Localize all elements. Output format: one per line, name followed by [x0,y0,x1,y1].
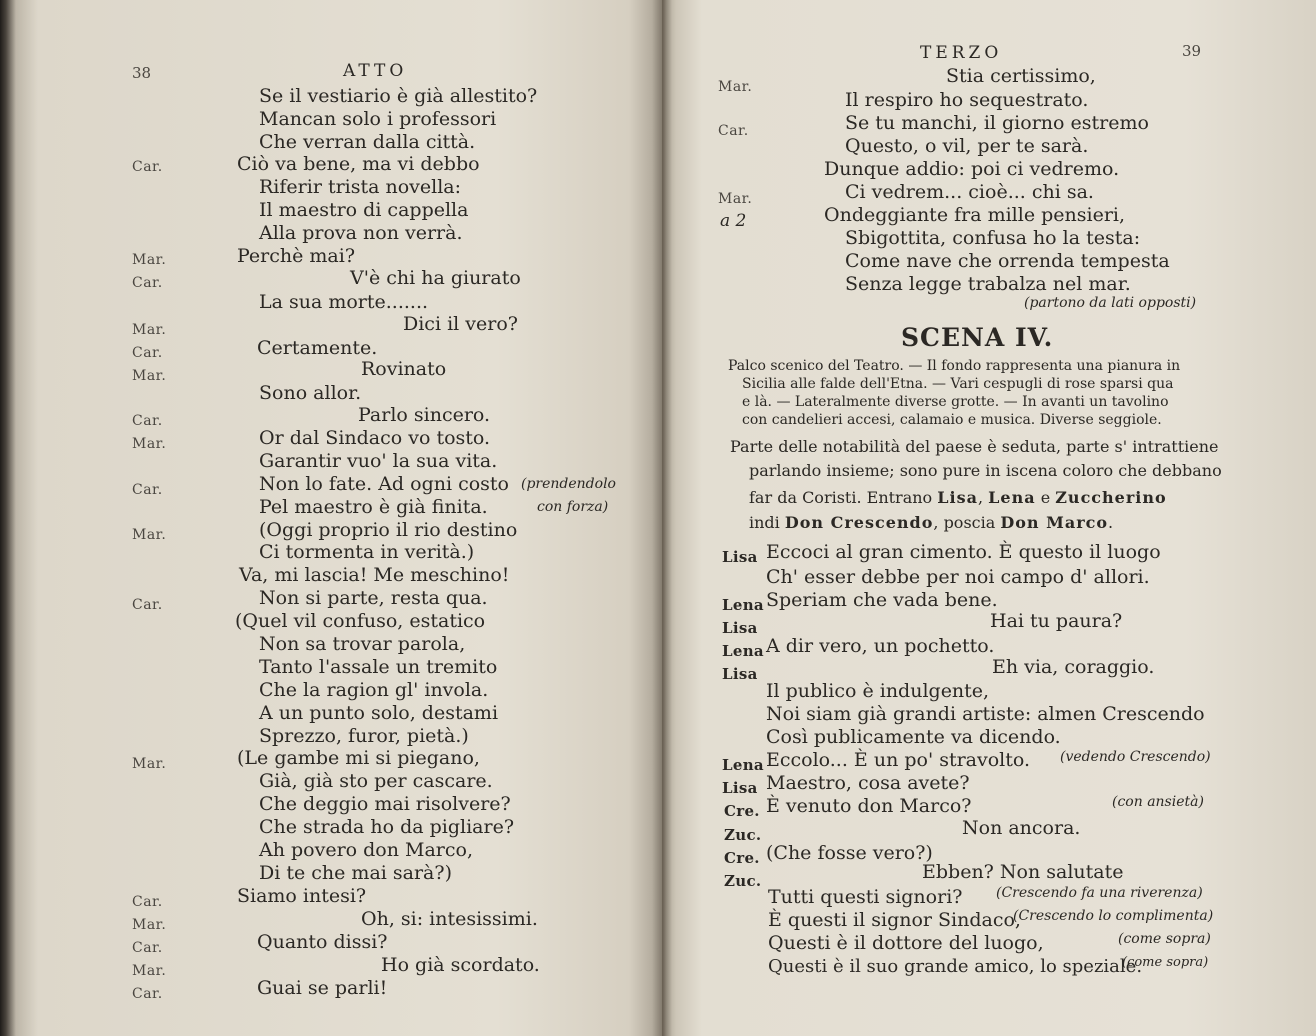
verse-line: Siamo intesi? [237,885,367,907]
scene-description-line: Sicilia alle falde dell'Etna. — Vari cespugli di rose sparsi qua [742,376,1174,392]
speaker-label: Car. [132,345,163,361]
verse-line: Se il vestiario è già allestito? [259,85,538,107]
speaker-label: Lena [722,596,764,614]
verse-line: Tanto l'assale un tremito [259,656,498,678]
verse-line: Di te che mai sarà?) [259,862,452,884]
verse-line: Parlo sincero. [358,404,491,426]
scene-title: SCENA IV. [901,323,1054,352]
character-name-lisa: Lisa [937,488,978,507]
speaker-label: Mar. [132,917,167,933]
speaker-label: Car. [132,413,163,429]
verse-line: Che verran dalla città. [259,131,476,153]
verse-line: Ah povero don Marco, [259,839,474,861]
verse-line: Va, mi lascia! Me meschino! [239,564,510,586]
left-running-header: ATTO [343,61,408,81]
stage-direction: (vedendo Crescendo) [1060,749,1211,765]
verse-line: A un punto solo, destami [259,702,499,724]
verse-line: Dunque addio: poi ci vedremo. [824,158,1120,180]
verse-line: Maestro, cosa avete? [766,772,970,794]
verse-line: V'è chi ha giurato [350,267,521,289]
right-page [662,0,1316,1036]
verse-line: La sua morte....... [259,291,429,313]
verse-line: Perchè mai? [237,245,356,267]
verse-line: È questi il signor Sindaco, [768,909,1021,931]
verse-line: Guai se parli! [257,977,388,999]
speaker-label: Cre. [724,802,760,820]
conjunction: e [1040,488,1051,507]
scene-description-line: Palco scenico del Teatro. — Il fondo rappresenta una pianura in [728,358,1181,374]
verse-line: Senza legge trabalza nel mar. [845,273,1131,295]
speaker-label: a 2 [720,211,747,231]
stage-text: , poscia [933,513,996,532]
verse-line: Quanto dissi? [257,931,388,953]
verse-line: Il publico è indulgente, [766,680,990,702]
verse-line: Certamente. [257,337,378,359]
character-name-don-crescendo: Don Crescendo [784,513,934,532]
speaker-label: Mar. [132,963,167,979]
speaker-label: Car. [132,275,163,291]
verse-line: Ciò va bene, ma vi debbo [237,153,480,175]
verse-line: Noi siam già grandi artiste: almen Crescendo [766,703,1205,725]
verse-line: Che la ragion gl' invola. [259,679,489,701]
speaker-label: Mar. [132,322,167,338]
verse-line: Il maestro di cappella [259,199,469,221]
verse-line: Eh via, coraggio. [992,656,1155,678]
stage-text: far da Coristi. Entrano [749,488,933,507]
stage-paragraph-line [749,510,1113,536]
speaker-label: Mar. [132,368,167,384]
character-name-don-marco: Don Marco [1000,513,1109,532]
speaker-label: Lisa [722,779,758,797]
verse-line: (Che fosse vero?) [766,842,933,864]
verse-line: Ch' esser debbe per noi campo d' allori. [766,566,1150,588]
verse-line: Già, già sto per cascare. [259,770,493,792]
verse-line: Alla prova non verrà. [259,222,463,244]
speaker-label: Car. [132,940,163,956]
verse-line: Stia certissimo, [946,65,1096,87]
speaker-label: Mar. [132,756,167,772]
speaker-label: Car. [132,894,163,910]
stage-direction: (come sopra) [1118,931,1211,947]
verse-line: Hai tu paura? [990,610,1123,632]
stage-text: indi [749,513,780,532]
verse-line: (Oggi proprio il rio destino [259,519,518,541]
speaker-label: Car. [132,597,163,613]
comma: , [977,488,984,507]
speaker-label: Cre. [724,849,760,867]
verse-line: Rovinato [361,358,447,380]
stage-direction: (prendendolo [521,476,616,492]
speaker-label: Car. [132,986,163,1002]
verse-line: Or dal Sindaco vo tosto. [259,427,491,449]
verse-line: Se tu manchi, il giorno estremo [845,112,1149,134]
stage-direction: (Crescendo lo complimenta) [1013,908,1214,924]
speaker-label: Lena [722,642,764,660]
book-gutter [652,0,676,1036]
speaker-label: Mar. [132,527,167,543]
speaker-label: Zuc. [724,872,762,890]
verse-line: Sono allor. [259,382,362,404]
verse-line: Non si parte, resta qua. [259,587,488,609]
verse-line: Non ancora. [962,817,1081,839]
verse-line: Riferir trista novella: [259,176,462,198]
verse-line: Dici il vero? [403,313,518,335]
verse-line: Mancan solo i professori [259,108,497,130]
verse-line: Che strada ho da pigliare? [259,816,515,838]
verse-line: Che deggio mai risolvere? [259,793,511,815]
verse-line: Speriam che vada bene. [766,589,998,611]
speaker-label: Lena [722,756,764,774]
speaker-label: Mar. [718,79,753,95]
verse-line: Ondeggiante fra mille pensieri, [824,204,1126,226]
stage-direction: (come sopra) [1122,955,1209,970]
verse-line: Ci tormenta in verità.) [259,541,475,563]
stage-paragraph-line: parlando insieme; sono pure in iscena coloro che debbano [749,461,1222,480]
verse-line: Non sa trovar parola, [259,633,466,655]
verse-line: A dir vero, un pochetto. [766,635,995,657]
left-page-number: 38 [132,64,152,82]
scene-description-line: e là. — Lateralmente diverse grotte. — In avanti un tavolino [742,394,1169,410]
verse-line: Non lo fate. Ad ogni costo [259,473,509,495]
character-name-lena: Lena [988,488,1036,507]
right-running-header: TERZO [920,43,1003,63]
verse-line: Sprezzo, furor, pietà.) [259,725,469,747]
speaker-label: Car. [718,123,749,139]
verse-line: Sbigottita, confusa ho la testa: [845,227,1141,249]
scene-description-line: con candelieri accesi, calamaio e musica. Diverse seggiole. [742,412,1162,428]
speaker-label: Lisa [722,619,758,637]
speaker-label: Lisa [722,665,758,683]
right-page-number: 39 [1182,42,1202,60]
verse-line: Il respiro ho sequestrato. [845,89,1089,111]
stage-paragraph-line: Parte delle notabilità del paese è seduta, parte s' intrattiene [730,437,1219,456]
verse-line: Ho già scordato. [381,954,540,976]
verse-line: (Le gambe mi si piegano, [237,747,480,769]
verse-line: Ebben? Non salutate [922,861,1124,883]
speaker-label: Car. [132,482,163,498]
speaker-label: Lisa [722,548,758,566]
verse-line: Così publicamente va dicendo. [766,726,1061,748]
stage-direction: (con ansietà) [1112,794,1204,810]
verse-line: Eccoci al gran cimento. È questo il luogo [766,541,1161,563]
speaker-label: Mar. [718,191,753,207]
speaker-label: Mar. [132,252,167,268]
verse-line: È venuto don Marco? [766,795,972,817]
period: . [1108,513,1114,532]
stage-direction: (Crescendo fa una riverenza) [996,885,1203,901]
verse-line: Ci vedrem... cioè... chi sa. [845,181,1094,203]
stage-paragraph-line [749,485,1167,511]
stage-direction: con forza) [537,499,609,515]
verse-line: Garantir vuo' la sua vita. [259,450,498,472]
verse-line: (Quel vil confuso, estatico [235,610,486,632]
verse-line: Tutti questi signori? [768,886,963,908]
speaker-label: Mar. [132,436,167,452]
verse-line: Pel maestro è già finita. [259,496,488,518]
verse-line: Oh, si: intesissimi. [361,908,538,930]
character-name-zuccherino: Zuccherino [1055,488,1167,507]
speaker-label: Zuc. [724,826,762,844]
speaker-label: Car. [132,159,163,175]
verse-line: Questi è il dottore del luogo, [768,932,1044,954]
verse-line: Questo, o vil, per te sarà. [845,135,1089,157]
verse-line: Eccolo... È un po' stravolto. [766,749,1031,771]
verse-line: Come nave che orrenda tempesta [845,250,1170,272]
verse-line: Questi è il suo grande amico, lo speziale. [768,956,1143,977]
stage-direction: (partono da lati opposti) [1024,295,1197,311]
